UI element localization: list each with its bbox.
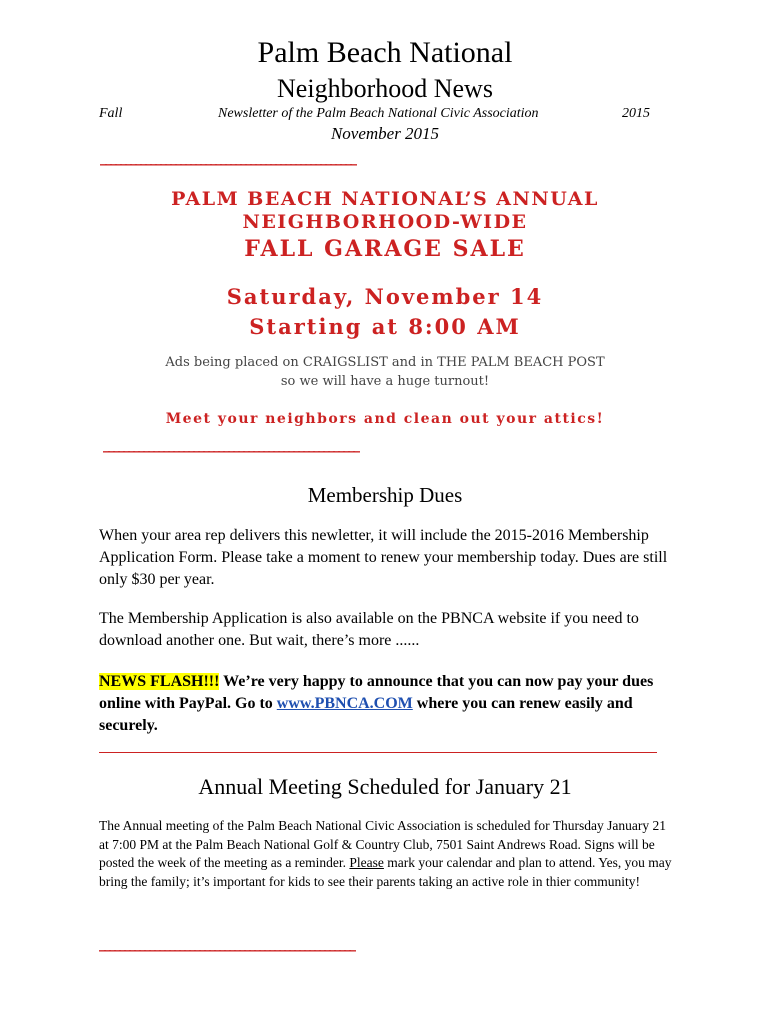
garage-sale-tagline: Meet your neighbors and clean out your attics!	[165, 411, 605, 427]
news-flash-text: where you can renew easily and securely.	[99, 695, 633, 734]
garage-sale-date: Saturday, November 14	[226, 284, 544, 309]
season-label: Fall	[99, 106, 123, 121]
garage-sale-heading-line3: FALL GARAGE SALE	[244, 236, 526, 262]
news-flash-paragraph	[99, 671, 679, 737]
divider-rule: ___________________________________________________	[103, 437, 358, 453]
membership-paragraph: The Membership Application is also available on the PBNCA website if you need to download another one. But wait, there’s more ......	[99, 610, 639, 649]
year-label: 2015	[622, 106, 650, 121]
news-flash-label: NEWS FLASH!!!	[99, 673, 220, 690]
meeting-text: The Annual meeting of the Palm Beach National Civic Association is scheduled for Thursday January 21 at 7:00 PM at the Palm Beach National Golf & Country Club, 7501 Saint Andrews Road. Signs will be posted the week of the meeting as a reminder.	[99, 818, 666, 870]
ads-note-line1: Ads being placed on CRAIGSLIST and in THE PALM BEACH POST	[165, 355, 605, 370]
garage-sale-time: Starting at 8:00 AM	[249, 314, 521, 339]
newsletter-tagline: Newsletter of the Palm Beach National Civic Association	[218, 106, 539, 121]
annual-meeting-heading: Annual Meeting Scheduled for January 21	[198, 774, 572, 799]
garage-sale-heading-line2: NEIGHBORHOOD-WIDE	[242, 211, 528, 233]
newsletter-subtitle: Neighborhood News	[277, 74, 493, 103]
ads-note-line2: so we will have a huge turnout!	[280, 374, 490, 389]
membership-paragraph: When your area rep delivers this newletter, it will include the 2015-2016 Membership Application Form. Please take a moment to renew your membership today. Dues are still only $30 per year.	[99, 527, 668, 588]
divider-rule	[99, 752, 657, 753]
garage-sale-heading-line1: PALM BEACH NATIONAL’S ANNUAL	[171, 188, 599, 210]
issue-date: November 2015	[330, 124, 440, 143]
membership-heading: Membership Dues	[307, 483, 463, 507]
divider-rule: ___________________________________________________	[100, 150, 355, 166]
annual-meeting-paragraph	[99, 817, 674, 891]
meeting-text: mark your calendar and plan to attend. Yes, you may bring the family; it’s important for kids to see their parents taking an active role in thier community!	[99, 855, 672, 889]
news-flash-text: We’re very happy to announce that you can now pay your dues online with PayPal. Go to	[99, 673, 654, 712]
meeting-text-emphasis: Please	[349, 855, 384, 870]
divider-rule: ___________________________________________________	[99, 936, 354, 952]
pbnca-website-link[interactable]: www.PBNCA.COM	[276, 695, 413, 712]
newsletter-title: Palm Beach National	[257, 36, 513, 69]
